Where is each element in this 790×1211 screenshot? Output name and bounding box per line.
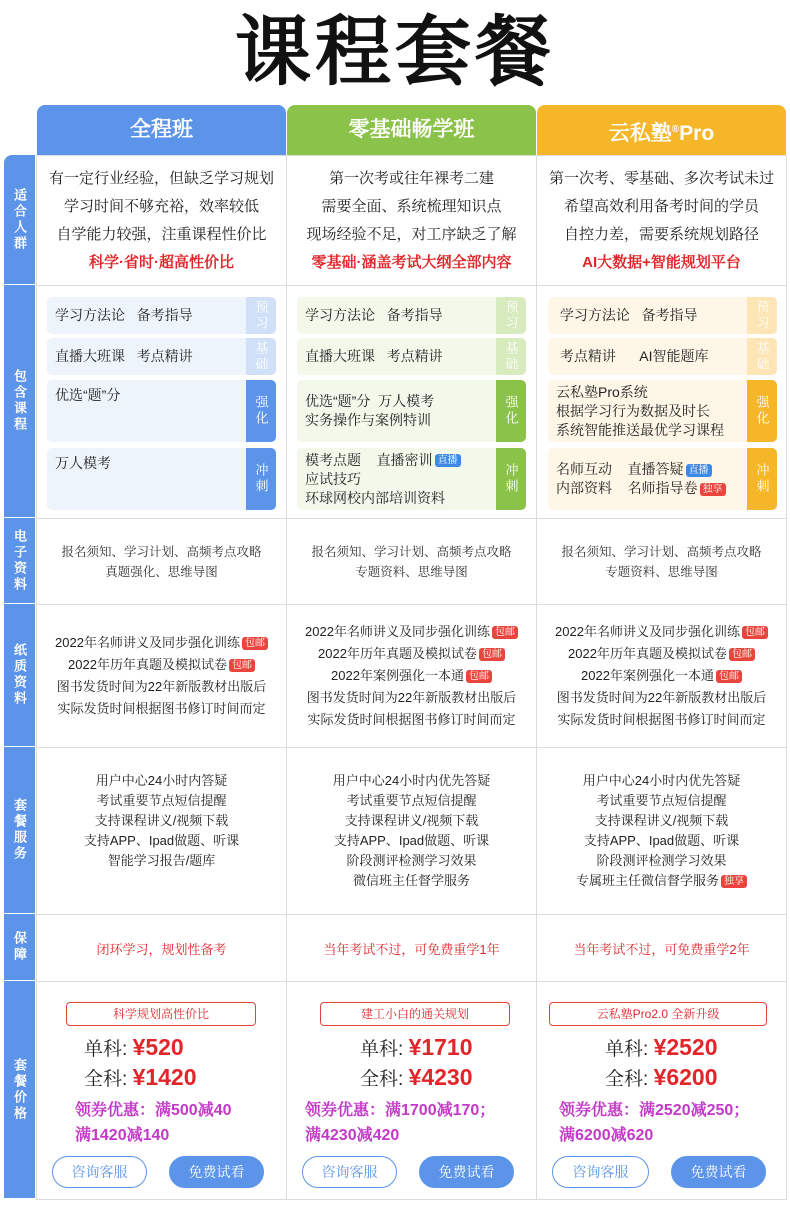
course-item: 万人模考 (55, 455, 111, 471)
paper-line: 2022年案例强化一本通 包邮 (331, 665, 492, 687)
mail-badge: 包邮 (466, 670, 492, 683)
paper-line: 图书发货时间为22年新版教材出版后 (56, 679, 267, 694)
fit-line: 自学能力较强，注重课程性价比 (56, 225, 267, 243)
paper-line: 图书发货时间为22年新版教材出版后 (556, 690, 767, 705)
course-item: 实务操作与案例特训 (305, 412, 431, 428)
single-subject-price: 单科: ¥1710 (360, 1034, 473, 1060)
price-slogan: 建工小白的通关规划 (320, 1002, 510, 1026)
registered-mark: ® (671, 124, 680, 135)
course-item: 名师指导卷 (627, 480, 698, 496)
service-line: 考试重要节点短信提醒 (596, 793, 727, 808)
single-subject-price: 单科: ¥2520 (605, 1034, 718, 1060)
fit-line: 希望高效利用备考时间的学员 (563, 197, 759, 215)
paper-line: 实际发货时间根据图书修订时间而定 (57, 701, 266, 716)
paper-line: 2022年案例强化一本通 包邮 (581, 665, 742, 687)
course-item: 直播大班课 (55, 348, 125, 364)
live-badge: 直播 (686, 464, 712, 477)
course-item: 根据学习行为数据及时长 (556, 402, 710, 419)
course-item: 备考指导 (641, 307, 698, 323)
column-header-lingjichu: 零基础畅学班 (287, 105, 536, 155)
stage-tag-preview: 预习 (496, 297, 526, 334)
column-header-yunsishu-name: 云私塾 (608, 122, 672, 145)
course-block-basic (47, 338, 276, 375)
stage-tag-sprint: 冲刺 (246, 448, 276, 510)
paper-line: 图书发货时间为22年新版教材出版后 (306, 690, 517, 705)
stage-tag-strengthen: 强化 (246, 380, 276, 442)
paper-cell (286, 604, 537, 748)
service-line: 阶段测评检测学习效果 (596, 853, 727, 868)
row-label-ebook: 电子资料 (4, 518, 35, 604)
row-label-fit: 适合人群 (4, 155, 35, 285)
ebook-line: 真题强化、思维导图 (105, 564, 218, 579)
course-block-preview (47, 297, 276, 334)
course-block-preview (297, 297, 526, 334)
service-line: 考试重要节点短信提醒 (346, 793, 477, 808)
ebook-line: 专题资料、思维导图 (605, 564, 718, 579)
stage-tag-basic: 基础 (246, 338, 276, 375)
consult-button[interactable]: 咨询客服 (552, 1156, 649, 1188)
guarantee-text: 当年考试不过，可免费重学2年 (573, 941, 750, 957)
paper-cell (536, 604, 787, 748)
stage-tag-sprint: 冲刺 (747, 448, 777, 510)
ebook-line: 报名须知、学习计划、高频考点攻略 (561, 544, 762, 559)
full-subject-price: 全科: ¥6200 (605, 1064, 718, 1090)
course-item: 直播密训 (376, 451, 433, 468)
price-slogan: 科学规划高性价比 (66, 1002, 256, 1026)
course-block-strengthen (47, 380, 276, 442)
course-item: 万人模考 (378, 393, 435, 409)
course-item: 优选“题”分 (305, 393, 371, 409)
service-line: 智能学习报告/题库 (107, 853, 216, 868)
free-trial-button[interactable]: 免费试看 (419, 1156, 514, 1188)
stage-tag-preview: 预习 (246, 297, 276, 334)
course-item: AI智能题库 (639, 348, 709, 364)
service-line: 支持课程讲义/视频下载 (344, 813, 479, 828)
course-item: 直播答疑 (627, 461, 684, 477)
course-item: 云私塾Pro系统 (556, 383, 648, 400)
paper-line: 2022年历年真题及模拟试卷 包邮 (68, 654, 255, 676)
service-line: 支持APP、Ipad做题、听课 (83, 833, 240, 848)
service-line: 考试重要节点短信提醒 (96, 793, 227, 808)
consult-button[interactable]: 咨询客服 (302, 1156, 397, 1188)
full-subject-price: 全科: ¥4230 (360, 1064, 473, 1090)
paper-line: 2022年名师讲义及同步强化训练 包邮 (555, 621, 768, 643)
course-item: 环球网校内部培训资料 (305, 489, 445, 506)
paper-line: 2022年历年真题及模拟试卷 包邮 (318, 643, 505, 665)
paper-line: 2022年名师讲义及同步强化训练 包邮 (55, 632, 268, 654)
paper-cell (36, 604, 287, 748)
fit-line: 第一次考或往年裸考二建 (328, 169, 494, 187)
service-line: 支持APP、Ipad做题、听课 (333, 833, 490, 848)
service-cell (286, 747, 537, 915)
coupon-promo: 领券优惠：满500减40 满1420减140 (75, 1102, 232, 1144)
guarantee-cell (536, 914, 787, 982)
course-item: 内部资料 (556, 480, 612, 496)
service-cell (536, 747, 787, 915)
service-line: 专属班主任微信督学服务 独享 (576, 871, 747, 891)
course-item: 模考点题 (305, 451, 361, 468)
course-item: 考点精讲 (386, 348, 443, 364)
ebook-line: 报名须知、学习计划、高频考点攻略 (311, 544, 512, 559)
service-line: 用户中心24小时内优先答疑 (582, 773, 741, 788)
fit-line: 现场经验不足，对工序缺乏了解 (306, 225, 517, 243)
course-item: 考点精讲 (136, 348, 193, 364)
mail-badge: 包邮 (242, 637, 268, 650)
fit-highlight: 科学·省时·超高性价比 (89, 253, 234, 271)
ebook-cell (536, 518, 787, 605)
free-trial-button[interactable]: 免费试看 (671, 1156, 766, 1188)
free-trial-button[interactable]: 免费试看 (169, 1156, 264, 1188)
fit-line: 第一次考、零基础、多次考试未过 (548, 169, 774, 187)
course-item: 直播大班课 (305, 348, 375, 364)
service-line: 阶段测评检测学习效果 (346, 853, 477, 868)
course-item: 备考指导 (386, 307, 443, 323)
course-block-sprint (47, 448, 276, 510)
course-item: 考点精讲 (559, 348, 616, 364)
fit-line: 学习时间不够充裕，效率较低 (63, 197, 259, 215)
fit-line: 有一定行业经验，但缺乏学习规划 (48, 169, 274, 187)
course-block-sprint (548, 448, 777, 510)
fit-cell (536, 155, 787, 286)
consult-button[interactable]: 咨询客服 (52, 1156, 147, 1188)
row-label-paper: 纸质资料 (4, 604, 35, 747)
stage-tag-preview: 预习 (747, 297, 777, 334)
service-line: 微信班主任督学服务 (352, 873, 470, 888)
fit-line: 自控力差，需要系统规划路径 (563, 225, 759, 243)
price-slogan: 云私塾Pro2.0 全新升级 (549, 1002, 767, 1026)
mail-badge: 包邮 (229, 659, 255, 672)
single-subject-price: 单科: ¥520 (84, 1034, 184, 1060)
course-item: 优选“题”分 (55, 387, 121, 403)
course-block-basic (297, 338, 526, 375)
fit-highlight: 零基础·涵盖考试大纲全部内容 (311, 253, 512, 271)
course-item: 备考指导 (136, 307, 193, 323)
mail-badge: 包邮 (716, 670, 742, 683)
column-header-quanchengban: 全程班 (37, 105, 286, 155)
fit-highlight: AI大数据+智能规划平台 (582, 253, 741, 271)
service-line: 用户中心24小时内答疑 (95, 773, 228, 788)
paper-line: 实际发货时间根据图书修订时间而定 (557, 712, 766, 727)
paper-line: 实际发货时间根据图书修订时间而定 (307, 712, 516, 727)
course-block-sprint (297, 448, 526, 510)
ebook-line: 报名须知、学习计划、高频考点攻略 (61, 544, 262, 559)
course-item: 应试技巧 (305, 470, 361, 487)
coupon-promo: 领券优惠：满1700减170； 满4230减420 (305, 1102, 496, 1144)
mail-badge: 包邮 (479, 648, 505, 661)
column-header-yunsishu (537, 105, 786, 155)
fit-line: 需要全面、系统梳理知识点 (321, 197, 502, 215)
column-header-yunsishu-suffix: Pro (679, 122, 715, 145)
full-subject-price: 全科: ¥1420 (84, 1064, 197, 1090)
course-block-basic (548, 338, 777, 375)
guarantee-text: 当年考试不过，可免费重学1年 (323, 941, 500, 957)
mail-badge: 包邮 (742, 626, 768, 639)
mail-badge: 包邮 (492, 626, 518, 639)
guarantee-cell (36, 914, 287, 982)
course-item: 学习方法论 (55, 307, 125, 323)
stage-tag-basic: 基础 (496, 338, 526, 375)
live-badge: 直播 (435, 454, 461, 467)
stage-tag-sprint: 冲刺 (496, 448, 526, 510)
course-block-strengthen (297, 380, 526, 442)
row-label-guarantee: 保障 (4, 914, 35, 981)
course-item: 系统智能推送最优学习课程 (556, 421, 724, 438)
service-line: 支持课程讲义/视频下载 (94, 813, 229, 828)
course-item: 学习方法论 (305, 307, 375, 323)
stage-tag-strengthen: 强化 (496, 380, 526, 442)
row-label-price: 套餐价格 (4, 981, 35, 1199)
service-cell (36, 747, 287, 915)
row-label-service: 套餐服务 (4, 747, 35, 914)
guarantee-cell (286, 914, 537, 982)
exclusive-badge: 独享 (700, 483, 726, 496)
row-label-courses: 包含课程 (4, 285, 35, 518)
service-line: 支持课程讲义/视频下载 (594, 813, 729, 828)
coupon-promo: 领券优惠：满2520减250； 满6200减620 (559, 1102, 750, 1144)
paper-line: 2022年名师讲义及同步强化训练 包邮 (305, 621, 518, 643)
course-item: 名师互动 (556, 461, 612, 477)
exclusive-badge: 独享 (721, 875, 747, 888)
page-title: 课程套餐 (235, 10, 555, 95)
service-line: 支持APP、Ipad做题、听课 (583, 833, 740, 848)
ebook-line: 专题资料、思维导图 (355, 564, 468, 579)
service-line: 用户中心24小时内优先答疑 (332, 773, 491, 788)
stage-tag-strengthen: 强化 (747, 380, 777, 442)
paper-line: 2022年历年真题及模拟试卷 包邮 (568, 643, 755, 665)
stage-tag-basic: 基础 (747, 338, 777, 375)
course-item: 学习方法论 (559, 307, 630, 323)
ebook-cell (36, 518, 287, 605)
mail-badge: 包邮 (729, 648, 755, 661)
course-block-preview (548, 297, 777, 334)
fit-cell (36, 155, 287, 286)
guarantee-text: 闭环学习，规划性备考 (96, 941, 227, 957)
ebook-cell (286, 518, 537, 605)
course-block-strengthen (548, 380, 777, 442)
fit-cell (286, 155, 537, 286)
